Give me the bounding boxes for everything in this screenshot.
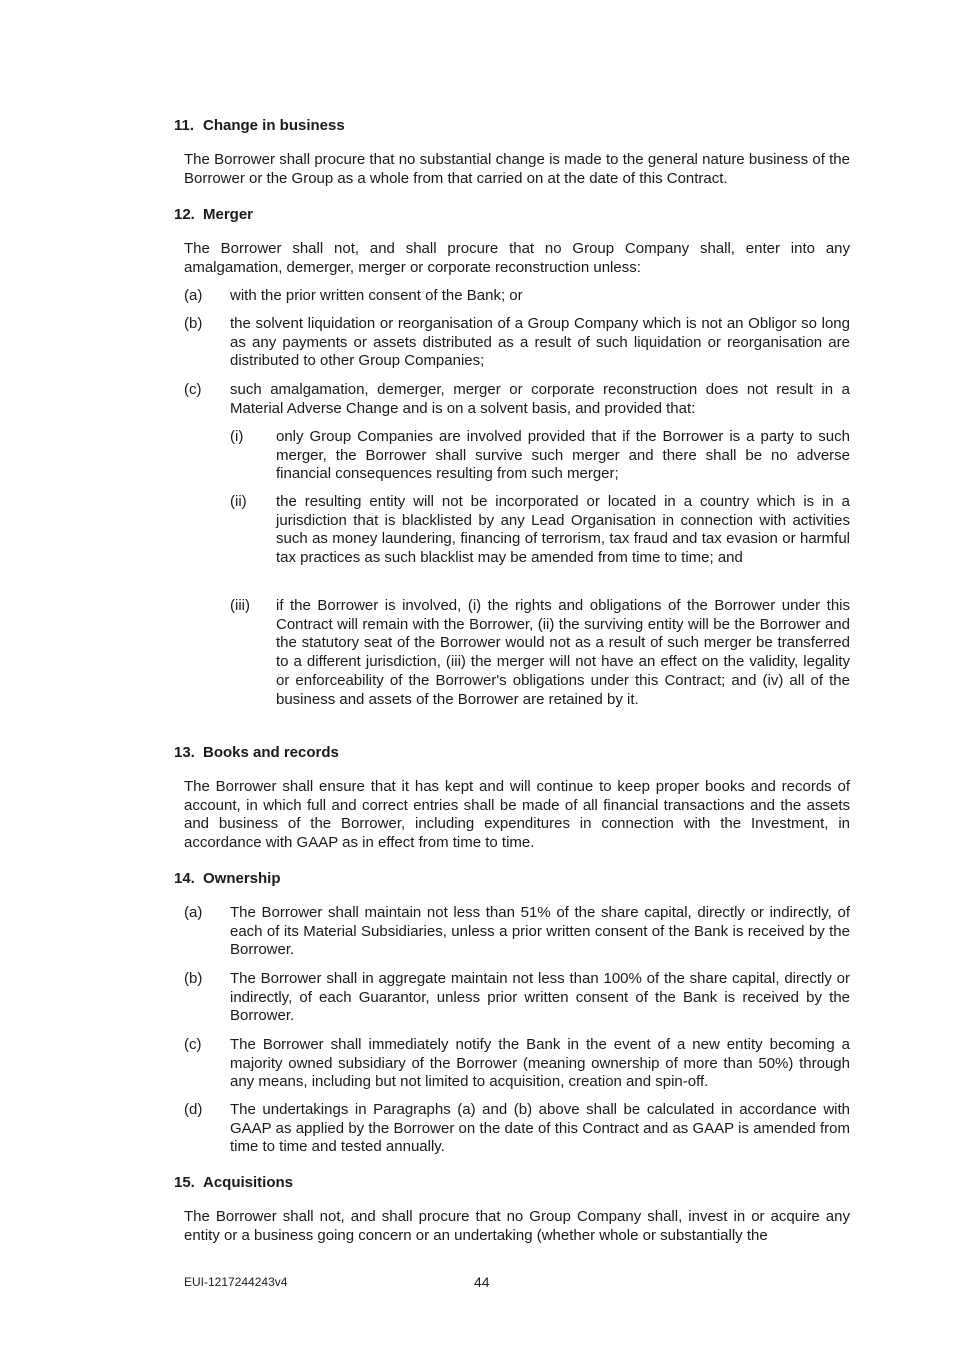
section-title: Acquisitions xyxy=(203,1174,294,1191)
sub-list-item xyxy=(230,597,850,709)
section-number: 15. xyxy=(174,1174,195,1191)
section-title: Merger xyxy=(203,206,254,223)
subitem-text: if the Borrower is involved, (i) the rights and obligations of the Borrower under this Contract will remain with the Borrower, (ii) the surviving entity will be the Borrower and the statutory seat of the Borrower would not as a result of such merger be transferred to a different jurisdiction, (iii) the merger will not have an effect on the validity, legality or enforceability of the Borrower's obligations under this Contract; and (iv) all of the business and assets of the Borrower are retained by it. xyxy=(276,597,850,708)
item-label: (c) xyxy=(184,381,202,398)
item-label: (b) xyxy=(184,970,203,987)
section-number: 11. xyxy=(174,117,195,134)
list-item xyxy=(184,287,850,306)
sub-list-item xyxy=(230,428,850,484)
section-15-body: The Borrower shall not, and shall procure that no Group Company shall, invest in or acquire any entity or a business going concern or an undertaking (whether whole or substantially the xyxy=(184,1208,850,1244)
item-label: (c) xyxy=(184,1036,202,1053)
section-number: 14. xyxy=(174,870,195,887)
section-12-body: The Borrower shall not, and shall procure that no Group Company shall, enter into any amalgamation, demerger, merger or corporate reconstruction unless: xyxy=(184,240,850,276)
section-title: Ownership xyxy=(203,870,281,887)
section-11-heading xyxy=(174,116,345,135)
list-item xyxy=(184,315,850,371)
item-text: The undertakings in Paragraphs (a) and (b) above shall be calculated in accordance with GAAP as applied by the Borrower on the date of this Contract and as GAAP is amended from time to time and tested annually. xyxy=(230,1101,850,1156)
page-number: 44 xyxy=(474,1274,490,1290)
item-text: The Borrower shall maintain not less than 51% of the share capital, directly or indirectly, of each of its Material Subsidiaries, unless a prior written consent of the Bank is received by the Borrower. xyxy=(230,904,850,959)
section-11-body: The Borrower shall procure that no substantial change is made to the general nature business of the Borrower or the Group as a whole from that carried on at the date of this Contract. xyxy=(184,151,850,187)
item-text: such amalgamation, demerger, merger or corporate reconstruction does not result in a Material Adverse Change and is on a solvent basis, and provided that: xyxy=(230,381,850,417)
section-14-heading xyxy=(174,869,281,888)
list-item xyxy=(184,381,850,418)
section-15-heading xyxy=(174,1173,293,1192)
item-text: The Borrower shall in aggregate maintain not less than 100% of the share capital, directly or indirectly, of each Guarantor, unless prior written consent of the Bank is received by the Borrower. xyxy=(230,970,850,1025)
subitem-text: only Group Companies are involved provided that if the Borrower is a party to such merger, the Borrower shall survive such merger and there shall be no adverse financial consequences resulting from such merger; xyxy=(276,428,850,483)
item-label: (d) xyxy=(184,1101,203,1118)
item-text: with the prior written consent of the Bank; or xyxy=(230,287,523,304)
section-title: Books and records xyxy=(203,744,339,761)
section-number: 13. xyxy=(174,744,195,761)
item-text: The Borrower shall immediately notify the Bank in the event of a new entity becoming a majority owned subsidiary of the Borrower (meaning ownership of more than 50%) through any means, including but not limited to acquisition, creation and spin-off. xyxy=(230,1036,850,1091)
list-item xyxy=(184,1036,850,1092)
section-title: Change in business xyxy=(203,117,345,134)
subitem-text: the resulting entity will not be incorporated or located in a country which is in a jurisdiction that is blacklisted by any Lead Organisation in connection with activities such as money laundering, financing of terrorism, tax fraud and tax evasion or harmful tax practices as such blacklist may be amended from time to time; and xyxy=(276,493,850,567)
section-12-heading xyxy=(174,205,253,224)
subitem-label: (i) xyxy=(230,428,244,445)
list-item xyxy=(184,904,850,960)
sub-list-item xyxy=(230,493,850,568)
section-13-heading xyxy=(174,743,339,762)
subitem-label: (iii) xyxy=(230,597,250,614)
list-item xyxy=(184,970,850,1026)
item-text: the solvent liquidation or reorganisation of a Group Company which is not an Obligor so long as any payments or assets distributed as a result of such liquidation or reorganisation are distributed to other Group Companies; xyxy=(230,315,850,370)
section-13-body: The Borrower shall ensure that it has kept and will continue to keep proper books and records of account, in which full and correct entries shall be made of all financial transactions and the assets and business of the Borrower, including expenditures in connection with the Investment, in accordance with GAAP as in effect from time to time. xyxy=(184,778,850,852)
item-label: (b) xyxy=(184,315,203,332)
item-label: (a) xyxy=(184,904,203,921)
section-number: 12. xyxy=(174,206,195,223)
list-item xyxy=(184,1101,850,1157)
subitem-label: (ii) xyxy=(230,493,247,510)
document-reference: EUI-1217244243v4 xyxy=(184,1275,288,1289)
item-label: (a) xyxy=(184,287,203,304)
